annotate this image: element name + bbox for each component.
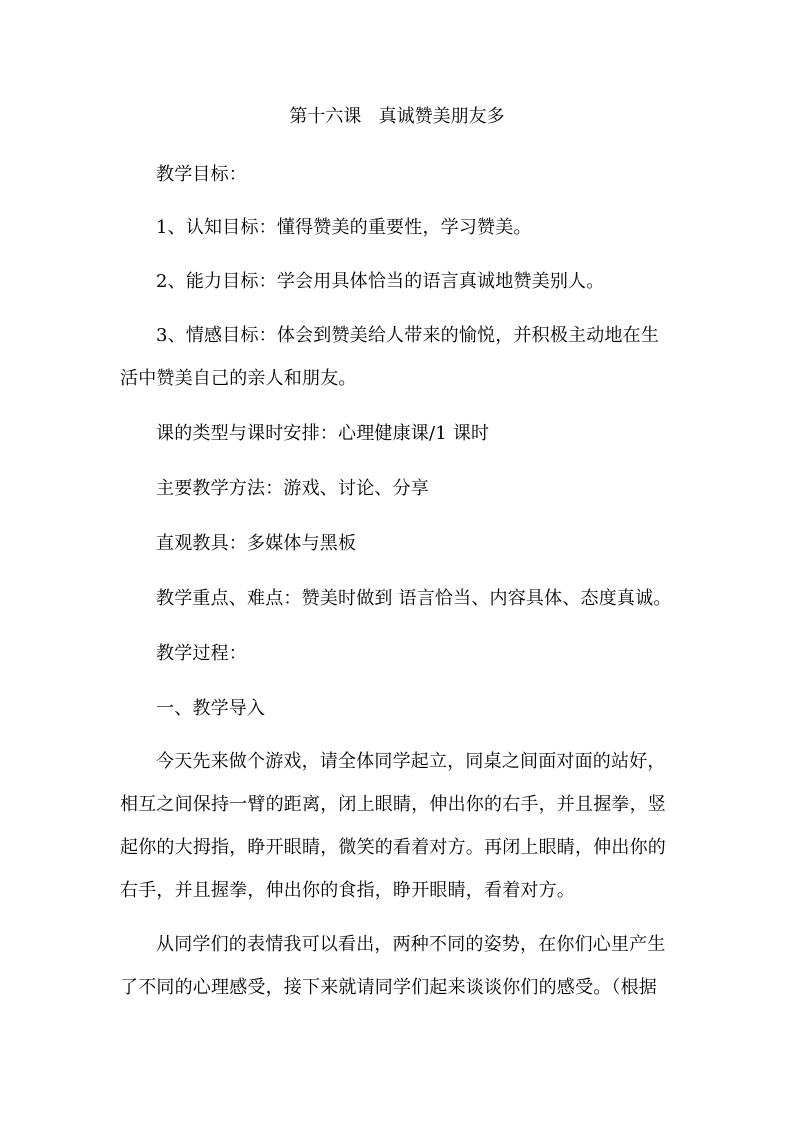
key-points: 教学重点、难点：赞美时做到 语言恰当、内容具体、态度真诚。: [156, 588, 672, 609]
lesson-type: 课的类型与课时安排：心理健康课/1 课时: [156, 423, 490, 444]
paragraph-1-line-1: 今天先来做个游戏，请全体同学起立，同桌之间面对面的站好，: [156, 751, 666, 772]
page-title: 第十六课 真诚赞美朋友多: [289, 106, 505, 127]
paragraph-2-line-2: 了不同的心理感受，接下来就请同学们起来谈谈你们的感受。（根据: [120, 977, 657, 998]
paragraph-2-line-1: 从同学们的表情我可以看出，两种不同的姿势，在你们心里产生: [156, 934, 666, 955]
goals-heading: 教学目标：: [156, 164, 247, 185]
goal-emotion-line-2: 活中赞美自己的亲人和朋友。: [120, 368, 357, 389]
goal-emotion-line-1: 3、情感目标：体会到赞美给人带来的愉悦，并积极主动地在生: [156, 325, 660, 346]
goal-ability: 2、能力目标：学会用具体恰当的语言真诚地赞美别人。: [156, 271, 605, 292]
paragraph-1-line-4: 右手，并且握拳，伸出你的食指，睁开眼睛，看着对方。: [120, 880, 575, 901]
section-1-heading: 一、教学导入: [156, 698, 266, 719]
teaching-methods: 主要教学方法：游戏、讨论、分享: [156, 478, 429, 499]
goal-cognitive: 1、认知目标：懂得赞美的重要性，学习赞美。: [156, 217, 532, 238]
teaching-tools: 直观教具：多媒体与黑板: [156, 533, 357, 554]
paragraph-1-line-2: 相互之间保持一臂的距离，闭上眼睛，伸出你的右手，并且握拳，竖: [120, 794, 666, 815]
paragraph-1-line-3: 起你的大拇指，睁开眼睛，微笑的看着对方。再闭上眼睛，伸出你的: [120, 837, 666, 858]
process-heading: 教学过程：: [156, 643, 247, 664]
